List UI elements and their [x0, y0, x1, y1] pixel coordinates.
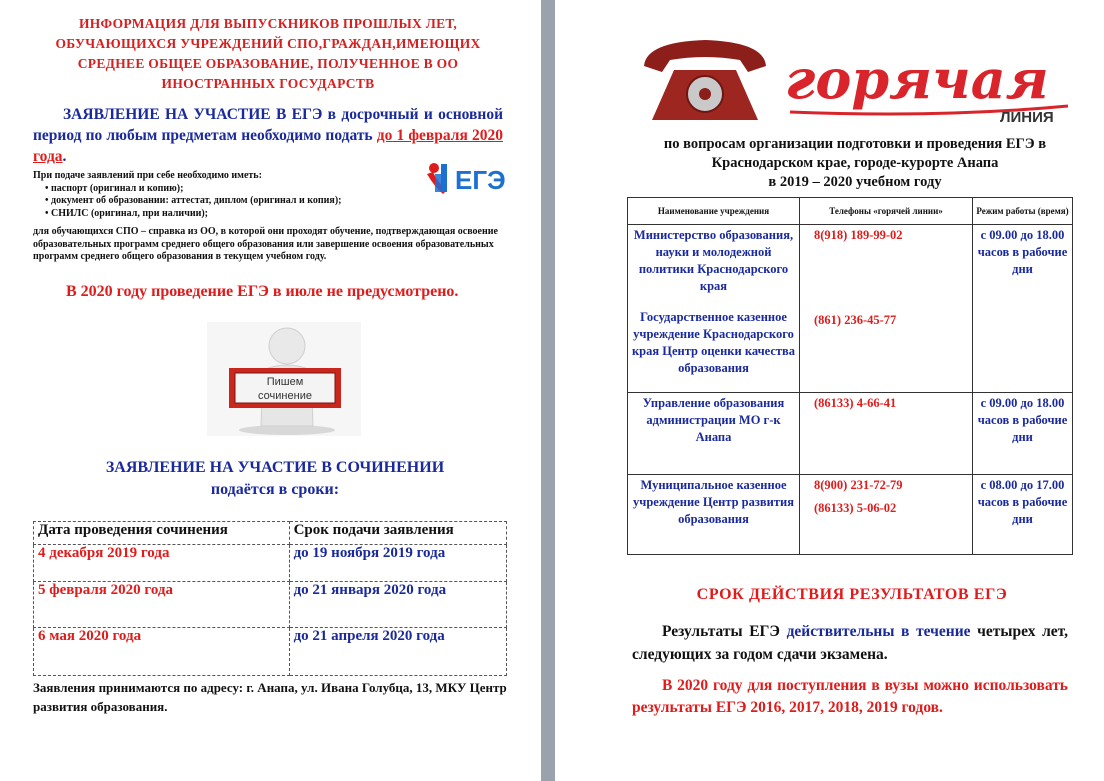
- essay-sign-line: сочинение: [258, 390, 312, 402]
- essay-heading-title: ЗАЯВЛЕНИЕ НА УЧАСТИЕ В СОЧИНЕНИИ: [105, 459, 445, 476]
- hotline-contacts-table: [627, 197, 1073, 555]
- application-text: в досрочный и основной период по любым предметам необходимо подать: [33, 106, 504, 144]
- table-row: [34, 628, 507, 676]
- list-item: • документ об образовании: аттестат, диплом (оригинал и копия);: [45, 195, 413, 208]
- table-header-row: [628, 198, 1073, 225]
- column-header: Телефоны «горячей линии»: [800, 198, 973, 225]
- essay-date: 6 мая 2020 года: [34, 628, 290, 676]
- phone-number: (86133) 5-06-02: [814, 501, 897, 515]
- application-deadline-cell: до 21 января 2020 года: [289, 582, 506, 628]
- admission-text: В 2020 году для поступления в вузы можно использовать результаты ЕГЭ 2016, 2017, 2018, 2019 годов.: [632, 677, 1068, 716]
- ege-logo-text: ЕГЭ: [455, 165, 506, 195]
- table-row: [628, 475, 1073, 555]
- column-header: Наименование учреждения: [628, 198, 800, 225]
- work-hours: с 09.00 до 18.00 часов в рабочие дни: [973, 225, 1073, 393]
- phone-cell: [800, 225, 973, 393]
- left-page: [0, 0, 541, 781]
- docs-list: [33, 183, 413, 221]
- table-row: [628, 393, 1073, 475]
- results-valid-a: Результаты ЕГЭ: [662, 623, 787, 640]
- table-row: [628, 225, 1073, 393]
- essay-date: 5 февраля 2020 года: [34, 582, 290, 628]
- table-header-row: [34, 522, 507, 545]
- application-deadline-cell: до 19 ноября 2019 года: [289, 545, 506, 582]
- phone-number: (86133) 4-66-41: [800, 393, 973, 475]
- essay-sign-line: Пишем: [266, 376, 304, 388]
- subtitle-line: по вопросам организации подготовки и проведения ЕГЭ в: [663, 136, 1047, 152]
- essay-illustration: [207, 322, 361, 436]
- spo-note: для обучающихся СПО – справка из ОО, в которой они проходят обучение, подтверждающая освоение образовательных программ среднего общего образования или завершение освоения образовательных программ среднего общего образования в текущем учебном году.: [33, 226, 498, 262]
- table-row: [34, 582, 507, 628]
- july-note-text: В 2020 году проведение ЕГЭ в июле не предусмотрено.: [66, 283, 459, 300]
- hotline-sub-word: ЛИНИЯ: [1000, 109, 1054, 126]
- right-page: [555, 0, 1104, 781]
- subtitle-line: в 2019 – 2020 учебном году: [768, 174, 942, 190]
- phone-cell: [800, 475, 973, 555]
- subtitle-line: Краснодарском крае, городе-курорте Анапа: [711, 155, 999, 171]
- organization-name: Государственное казенное учреждение Краснодарского края Центр оценки качества образования: [631, 310, 796, 375]
- telephone-icon: [644, 40, 766, 120]
- info-heading-line: ОБУЧАЮЩИХСЯ УЧРЕЖДЕНИЙ СПО,ГРАЖДАН,ИМЕЮЩИХ: [55, 36, 481, 51]
- essay-table: [33, 521, 507, 676]
- results-validity: [632, 620, 1068, 666]
- organization-name: Министерство образования, науки и молодежной политики Краснодарского края: [633, 228, 794, 293]
- column-header: Срок подачи заявления: [289, 522, 506, 545]
- application-deadline: до 1 февраля 2020 года: [33, 127, 504, 165]
- info-heading: [28, 14, 508, 94]
- organization-cell: [628, 225, 800, 393]
- application-paragraph: [33, 104, 503, 167]
- column-header: Режим работы (время): [973, 198, 1073, 225]
- essay-heading: [40, 457, 510, 501]
- list-item: • паспорт (оригинал и копию);: [45, 183, 413, 196]
- info-heading-line: ИНОСТРАННЫХ ГОСУДАРСТВ: [161, 76, 375, 91]
- column-header: Дата проведения сочинения: [34, 522, 290, 545]
- address-note: Заявления принимаются по адресу: г. Анапа, ул. Ивана Голубца, 13, МКУ Центр развития образования.: [33, 680, 507, 714]
- application-end: .: [62, 148, 67, 165]
- table-row: [34, 545, 507, 582]
- hotline-word: горячая: [785, 47, 1049, 111]
- work-hours: с 08.00 до 17.00 часов в рабочие дни: [973, 475, 1073, 555]
- required-documents: [33, 170, 413, 220]
- results-valid-b: действительны в течение: [786, 623, 971, 640]
- application-deadline-cell: до 21 апреля 2020 года: [289, 628, 506, 676]
- organization-name: Управление образования администрации МО г-к Анапа: [628, 393, 800, 475]
- ege-logo: [425, 160, 517, 196]
- july-note: [33, 281, 503, 303]
- results-heading: СРОК ДЕЙСТВИЯ РЕЗУЛЬТАТОВ ЕГЭ: [696, 586, 1008, 603]
- info-heading-line: СРЕДНЕЕ ОБЩЕЕ ОБРАЗОВАНИЕ, ПОЛУЧЕННОЕ В ОО: [77, 56, 459, 71]
- application-title: ЗАЯВЛЕНИЕ НА УЧАСТИЕ В ЕГЭ: [63, 106, 323, 123]
- info-heading-line: ИНФОРМАЦИЯ ДЛЯ ВЫПУСКНИКОВ ПРОШЛЫХ ЛЕТ,: [78, 16, 458, 31]
- essay-date: 4 декабря 2019 года: [34, 545, 290, 582]
- organization-name: Муниципальное казенное учреждение Центр развития образования: [628, 475, 800, 555]
- admission-note: [632, 675, 1068, 719]
- work-hours: с 09.00 до 18.00 часов в рабочие дни: [973, 393, 1073, 475]
- list-item: • СНИЛС (оригинал, при наличии);: [45, 208, 413, 221]
- hotline-logo: [640, 36, 1080, 126]
- hotline-subtitle: [620, 135, 1090, 192]
- phone-number: 8(900) 231-72-79: [814, 478, 903, 492]
- phone-number: 8(918) 189-99-02: [814, 228, 903, 242]
- essay-heading-sub: подаётся в сроки:: [210, 481, 340, 498]
- docs-intro: При подаче заявлений при себе необходимо иметь:: [33, 170, 262, 181]
- results-valid-c: четырех лет, следующих за годом сдачи экзамена.: [632, 623, 1068, 663]
- phone-number: (861) 236-45-77: [814, 313, 897, 327]
